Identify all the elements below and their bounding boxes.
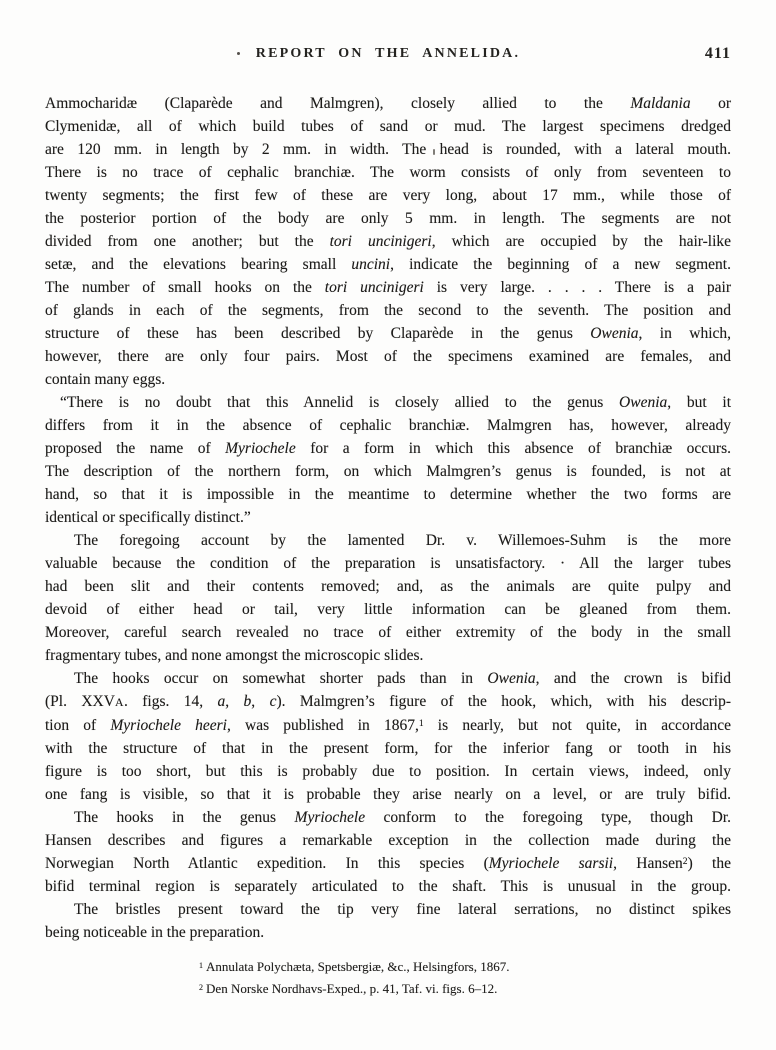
footnote: $^1$ Annulata Polychæta, Spetsbergiæ, &c., Helsingfors, 1867. <box>199 959 510 974</box>
text-line: differs from it in the absence of cephalic branchiæ. Malmgren has, however, already <box>45 417 731 434</box>
footnote-reference: 1 <box>418 717 424 729</box>
footnote-marker: 2 <box>199 983 204 993</box>
running-head-title: REPORT ON THE ANNELIDA. <box>255 46 521 61</box>
text-line: bifid terminal region is separately articulated to the shaft. This is unusual in the group. <box>45 878 731 895</box>
text-line: The hooks occur on somewhat shorter pads than in Owenia, and the crown is bifid <box>74 670 731 687</box>
text-line: structure of these has been described by Claparède in the genus Owenia, in which, <box>45 325 732 342</box>
text-line: identical or specifically distinct.” <box>45 509 251 526</box>
text-line: valuable because the condition of the preparation is unsatisfactory. · All the larger tubes <box>45 555 731 572</box>
text-line: The description of the northern form, on which Malmgren’s genus is founded, is not at <box>45 463 731 480</box>
text-line: twenty segments; the first few of these are very long, about 17 mm., while those of <box>45 187 731 204</box>
text-line: The number of small hooks on the tori uncinigeri is very large. . . . . There is a pair <box>45 279 731 296</box>
text-line: one fang is visible, so that it is probable they arise nearly on a level, or are truly bifid. <box>45 786 731 803</box>
text-line: divided from one another; but the tori uncinigeri, which are occupied by the hair-like <box>45 233 732 250</box>
italic-text: Owenia <box>487 670 536 687</box>
text-line: being noticeable in the preparation. <box>45 924 265 941</box>
italic-text: Maldania <box>630 95 691 112</box>
text-line: The hooks in the genus Myriochele conform to the foregoing type, though Dr. <box>74 809 731 826</box>
text-line: proposed the name of Myriochele for a form in which this absence of branchiæ occurs. <box>45 440 731 457</box>
text-block <box>45 92 731 944</box>
italic-text: uncini <box>351 256 391 273</box>
text-line: setæ, and the elevations bearing small uncini, indicate the beginning of a new segment. <box>45 256 731 273</box>
footnotes <box>199 956 509 1000</box>
text-line: (Pl. XXVA. figs. 14, a, b, c). Malmgren’s figure of the hook, which, with his descrip- <box>45 693 732 710</box>
italic-text: Myriochele <box>225 440 296 457</box>
italic-text: a <box>217 693 226 710</box>
text-line: “There is no doubt that this Annelid is closely allied to the genus Owenia, but it <box>60 394 731 411</box>
text-line: The foregoing account by the lamented Dr. v. Willemoes-Suhm is the more <box>74 532 731 549</box>
footnote: $^2$ Den Norske Nordhavs-Exped., p. 41, Taf. vi. figs. 6–12. <box>199 981 498 996</box>
text-line: had been slit and their contents removed; and, as the animals are quite pulpy and <box>45 578 731 595</box>
italic-text: Owenia <box>590 325 639 342</box>
italic-text: c <box>269 693 277 710</box>
footnote-marker: 1 <box>199 961 204 971</box>
text-line: fragmentary tubes, and none amongst the microscopic slides. <box>45 647 424 664</box>
text-line: figure is too short, but this is probably due to position. In certain views, indeed, only <box>45 763 731 780</box>
text-line: devoid of either head or tail, very little information can be gleaned from them. <box>45 601 731 618</box>
text-line: with the structure of that in the present form, for the inferior fang or tooth in his <box>45 740 731 757</box>
text-line: Norwegian North Atlantic expedition. In this species (Myriochele sarsii, Hansen$^2$) the <box>45 855 731 872</box>
italic-text: Myriochele heeri <box>110 717 227 734</box>
text-line: of glands in each of the segments, from the second to the seventh. The position and <box>45 302 731 319</box>
text-line: The bristles present toward the tip very fine lateral serrations, no distinct spikes <box>74 901 731 918</box>
text-line: There is no trace of cephalic branchiæ. The worm consists of only from seventeen to <box>45 164 731 181</box>
text-line: Hansen describes and figures a remarkable exception in the collection made during the <box>45 832 731 849</box>
text-line: hand, so that it is impossible in the meantime to determine whether the two forms are <box>45 486 731 503</box>
italic-text: tori uncinigeri <box>329 233 432 250</box>
text-line: the posterior portion of the body are only 5 mm. in length. The segments are not <box>45 210 731 227</box>
text-line: tion of Myriochele heeri, was published in 1867,$^1$ is nearly, but not quite, in accordance <box>45 717 731 734</box>
text-line: however, there are only four pairs. Most of the specimens examined are females, and <box>45 348 731 365</box>
italic-text: b <box>243 693 252 710</box>
text-line: Ammocharidæ (Claparède and Malmgren), closely allied to the Maldania or <box>45 95 731 112</box>
small-caps-text: A <box>114 696 124 709</box>
italic-text: Owenia <box>619 394 668 411</box>
text-line: Clymenidæ, all of which build tubes of sand or mud. The largest specimens dredged <box>45 118 731 135</box>
footnote-reference: 2 <box>682 855 688 867</box>
page-number: 411 <box>704 45 731 62</box>
italic-text: Myriochele <box>294 809 366 826</box>
text-line: are 120 mm. in length by 2 mm. in width. The head is rounded, with a lateral mouth. <box>45 141 731 158</box>
italic-text: tori uncinigeri <box>324 279 424 296</box>
italic-text: Myriochele sarsii <box>488 855 614 872</box>
text-line: contain many eggs. <box>45 371 166 388</box>
text-line: Moreover, careful search revealed no trace of either extremity of the body in the small <box>45 624 731 641</box>
